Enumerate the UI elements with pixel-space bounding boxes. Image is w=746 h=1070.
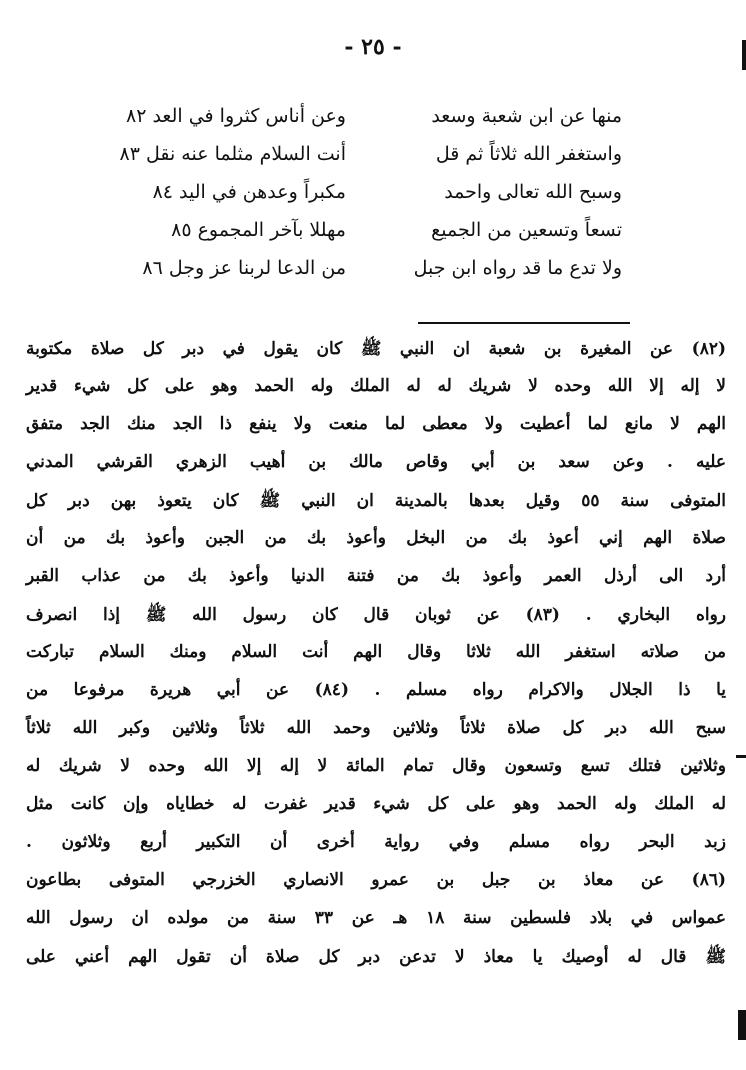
commentary-line: زبد البحر رواه مسلم وفي رواية أخرى أن التكبير أربع وثلاثون . [26,832,726,852]
page-number: - ٢٥ - [344,34,402,60]
commentary-line: وثلاثين فتلك تسع وتسعون وقال تمام المائة لا إله إلا الله وحده لا شريك له [26,756,726,776]
verse-first-hemistich: ولا تدع ما قد رواه ابن جبل [413,257,622,279]
verse-first-hemistich: واستغفر الله ثلاثاً ثم قل [435,143,622,165]
verse-row [0,143,746,183]
verse-first-hemistich: وسبح الله تعالى واحمد [444,181,622,203]
page-edge-mark [738,1010,746,1040]
section-divider [418,322,630,324]
commentary-line: (٨٢) عن المغيرة بن شعبة ان النبي ﷺ كان يقول في دبر كل صلاة مكتوبة [26,339,726,359]
verse-row [0,181,746,221]
commentary-line: من صلاته استغفر الله ثلاثا وقال الهم أنت السلام ومنك السلام تباركت [26,642,726,662]
commentary-line: عليه . وعن سعد بن أبي وقاص مالك بن أهيب الزهري القرشي المدني [26,452,726,472]
verse-second-hemistich: أنت السلام مثلما عنه نقل ٨٣ [119,143,346,165]
verse-second-hemistich: مهللا بآخر المجموع ٨٥ [171,219,346,241]
commentary-line: صلاة الهم إني أعوذ بك من البخل وأعوذ بك من الجبن وأعوذ بك من أن [26,528,726,548]
commentary-line: رواه البخاري . (٨٣) عن ثوبان قال كان رسول الله ﷺ إذا انصرف [26,605,726,625]
commentary-line: لا إله إلا الله وحده لا شريك له له الملك وله الحمد وهو على كل شيء قدير [26,376,726,396]
commentary-line: الهم لا مانع لما أعطيت ولا معطى لما منعت ولا ينفع ذا الجد منك الجد متفق [26,414,726,434]
verse-row [0,219,746,259]
verse-second-hemistich: مكبراً وعدهن في اليد ٨٤ [152,181,346,203]
verse-first-hemistich: تسعاً وتسعين من الجميع [431,219,622,241]
verse-second-hemistich: من الدعا لربنا عز وجل ٨٦ [142,257,346,279]
commentary-line: له الملك وله الحمد وهو على كل شيء قدير غفرت له خطاياه وإن كانت مثل [26,794,726,814]
commentary-line: (٨٦) عن معاذ بن جبل بن عمرو الانصاري الخزرجي المتوفى بطاعون [26,870,726,890]
commentary-line: عمواس في بلاد فلسطين سنة ١٨ هـ عن ٣٣ سنة من مولده ان رسول الله [26,908,726,928]
verse-second-hemistich: وعن أناس كثروا في العد ٨٢ [126,105,346,127]
commentary-line: ﷺ قال له أوصيك يا معاذ لا تدعن دبر كل صلاة أن تقول الهم أعني على [26,947,726,967]
verse-row [0,105,746,145]
verse-row [0,257,746,297]
commentary-line: أرد الى أرذل العمر وأعوذ بك من فتنة الدنيا وأعوذ بك من عذاب القبر [26,566,726,586]
page-edge-mark [736,755,746,758]
commentary-line: المتوفى سنة ٥٥ وقيل بعدها بالمدينة ان النبي ﷺ كان يتعوذ بهن دبر كل [26,491,727,511]
commentary-line: سبح الله دبر كل صلاة ثلاثاً وثلاثين وحمد الله ثلاثاً وثلاثين وكبر الله ثلاثاً [26,718,726,738]
verse-first-hemistich: منها عن ابن شعبة وسعد [431,105,622,127]
page-edge-mark [742,40,746,70]
commentary-line: يا ذا الجلال والاكرام رواه مسلم . (٨٤) عن أبي هريرة مرفوعا من [26,680,726,700]
